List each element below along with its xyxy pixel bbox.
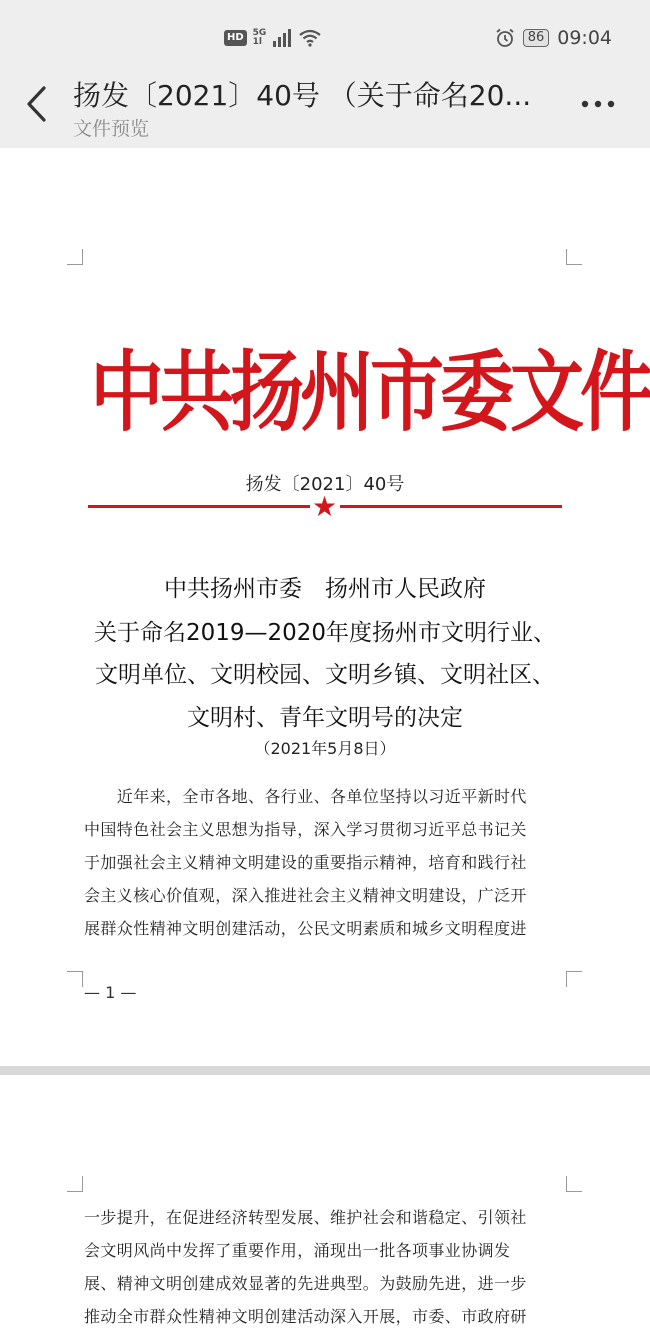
document-date: （2021年5月8日）: [254, 739, 396, 758]
more-button[interactable]: [578, 92, 622, 116]
document-page-1[interactable]: [0, 148, 650, 1066]
document-number: 扬发〔2021〕40号: [245, 474, 405, 495]
red-divider-right: [340, 505, 562, 508]
body-line: 会文明风尚中发挥了重要作用，涌现出一批各项事业协调发: [84, 1241, 511, 1260]
body-line: 中国特色社会主义思想为指导，深入学习贯彻习近平总书记关: [84, 820, 527, 839]
document-masthead: 中共扬州市委文件: [90, 342, 650, 444]
top-bar: [0, 0, 650, 148]
battery-indicator: 86: [523, 29, 550, 47]
page-number: — 1 —: [84, 983, 137, 1002]
heading-line: 中共扬州市委 扬州市人民政府: [164, 576, 486, 602]
status-bar-center: [224, 24, 322, 52]
network-type: 5G 1l: [252, 28, 267, 47]
signal-icon: [272, 29, 292, 47]
document-title: 扬发〔2021〕40号 （关于命名20...: [73, 79, 532, 112]
crop-mark: [566, 249, 582, 265]
status-bar-right: [495, 24, 612, 52]
heading-line: 文明单位、文明校园、文明乡镇、文明社区、: [95, 662, 555, 688]
wifi-icon: [298, 29, 322, 47]
red-star-icon: ★: [312, 490, 338, 523]
crop-mark: [566, 1176, 582, 1192]
document-subtitle: 文件预览: [73, 118, 150, 140]
document-page-2[interactable]: [0, 1075, 650, 1341]
body-line: 于加强社会主义精神文明建设的重要指示精神，培育和践行社: [84, 853, 527, 872]
chevron-left-icon: [18, 82, 58, 126]
body-line: 一步提升，在促进经济转型发展、维护社会和谐稳定、引领社: [84, 1208, 527, 1227]
status-clock: 09:04: [557, 27, 612, 49]
hd-badge: HD: [224, 30, 247, 46]
crop-mark: [67, 1176, 83, 1192]
heading-line: 关于命名2019—2020年度扬州市文明行业、: [93, 620, 557, 646]
crop-mark: [67, 249, 83, 265]
more-horizontal-icon: [578, 92, 622, 116]
body-line: 近年来，全市各地、各行业、各单位坚持以习近平新时代: [84, 787, 527, 806]
body-line: 展群众性精神文明创建活动，公民文明素质和城乡文明程度进: [84, 919, 527, 938]
alarm-icon: [495, 28, 515, 48]
back-button[interactable]: [18, 82, 58, 126]
page-separator: [0, 1066, 650, 1075]
crop-mark: [566, 971, 582, 987]
body-line: 推动全市群众性精神文明创建活动深入开展，市委、市政府研: [84, 1307, 527, 1326]
crop-mark: [67, 971, 83, 987]
red-divider-left: [88, 505, 310, 508]
heading-line: 文明村、青年文明号的决定: [187, 705, 463, 731]
body-line: 会主义核心价值观，深入推进社会主义精神文明建设，广泛开: [84, 886, 527, 905]
body-line: 展、精神文明创建成效显著的先进典型。为鼓励先进，进一步: [84, 1274, 527, 1293]
